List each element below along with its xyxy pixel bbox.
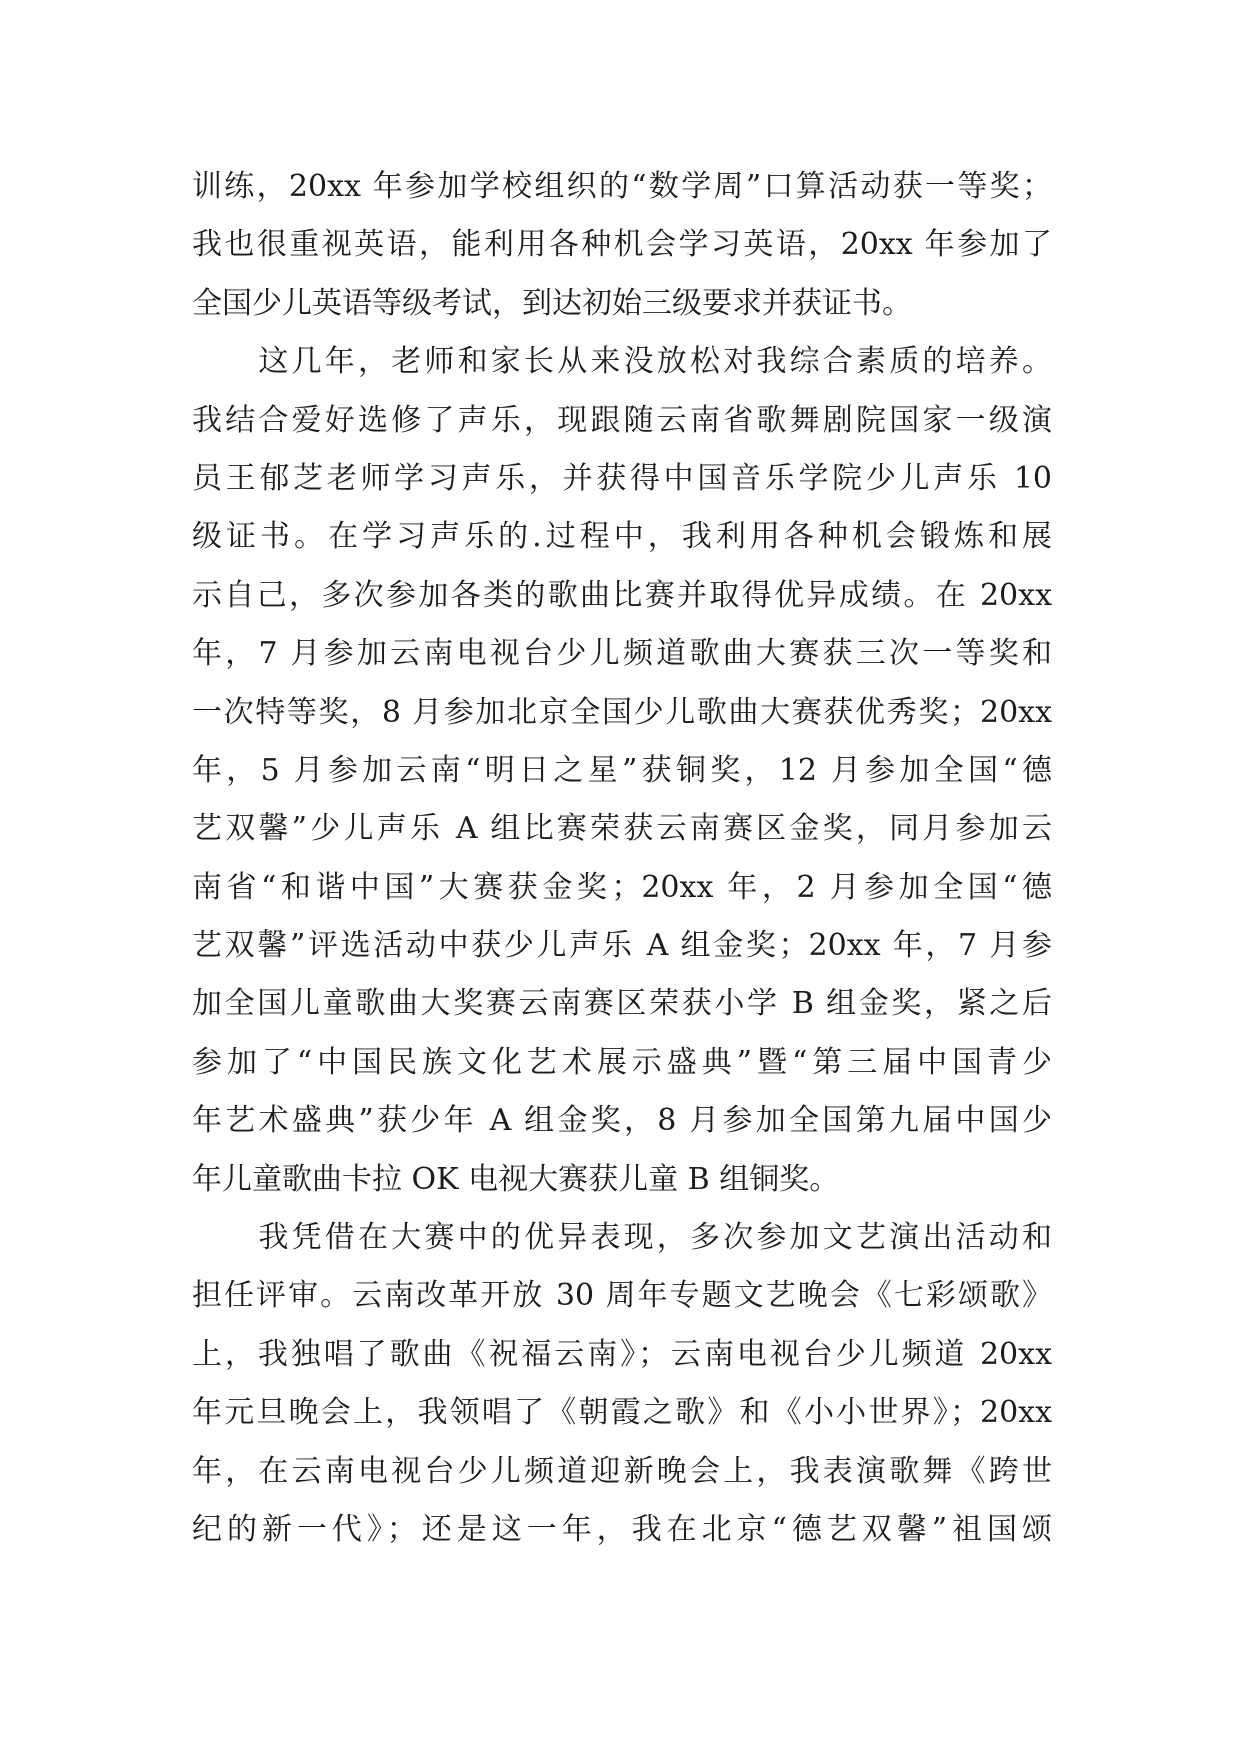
text-line: 一次特等奖，8 月参加北京全国少儿歌曲大赛获优秀奖；20xx (192, 694, 1052, 730)
document-body (192, 158, 1052, 1559)
text-line: 年，在云南电视台少儿频道迎新晚会上，我表演歌舞《跨世 (192, 1453, 1052, 1489)
text-line: 这几年，老师和家长从来没放松对我综合素质的培养。 (192, 344, 1052, 380)
text-line: 训练，20xx 年参加学校组织的“数学周”口算活动获一等奖； (192, 169, 1052, 204)
text-line: 级证书。在学习声乐的.过程中，我利用各种机会锻炼和展 (192, 519, 1052, 555)
text-line: 加全国儿童歌曲大奖赛云南赛区荣获小学 B 组金奖，紧之后 (192, 986, 1052, 1022)
text-line: 艺双馨”少儿声乐 A 组比赛荣获云南赛区金奖，同月参加云 (192, 811, 1052, 847)
text-line: 艺双馨”评选活动中获少儿声乐 A 组金奖；20xx 年，7 月参 (192, 928, 1052, 964)
text-line: 担任评审。云南改革开放 30 周年专题文艺晚会《七彩颂歌》 (192, 1278, 1052, 1314)
text-line: 我也很重视英语，能利用各种机会学习英语，20xx 年参加了 (192, 227, 1052, 263)
text-line: 员王郁芝老师学习声乐，并获得中国音乐学院少儿声乐 10 (192, 460, 1052, 496)
text-line: 年元旦晚会上，我领唱了《朝霞之歌》和《小小世界》；20xx (192, 1395, 1052, 1431)
text-line: 年，7 月参加云南电视台少儿频道歌曲大赛获三次一等奖和 (192, 636, 1052, 672)
text-line: 年，5 月参加云南“明日之星”获铜奖，12 月参加全国“德 (192, 752, 1052, 788)
text-line: 南省“和谐中国”大赛获金奖；20xx 年，2 月参加全国“德 (192, 869, 1052, 905)
text-line: 纪的新一代》；还是这一年，我在北京“德艺双馨”祖国颂 (192, 1511, 1052, 1547)
text-line: 全国少儿英语等级考试，到达初始三级要求并获证书。 (192, 285, 912, 321)
text-line: 上，我独唱了歌曲《祝福云南》；云南电视台少儿频道 20xx (192, 1336, 1052, 1372)
text-line: 我凭借在大赛中的优异表现，多次参加文艺演出活动和 (192, 1220, 1052, 1256)
text-line: 年儿童歌曲卡拉 OK 电视大赛获儿童 B 组铜奖。 (192, 1161, 840, 1197)
text-line: 示自己，多次参加各类的歌曲比赛并取得优异成绩。在 20xx (192, 577, 1052, 613)
text-line: 参加了“中国民族文化艺术展示盛典”暨“第三届中国青少 (192, 1044, 1052, 1080)
text-line: 我结合爱好选修了声乐，现跟随云南省歌舞剧院国家一级演 (192, 402, 1052, 438)
text-line: 年艺术盛典”获少年 A 组金奖，8 月参加全国第九届中国少 (192, 1103, 1052, 1139)
